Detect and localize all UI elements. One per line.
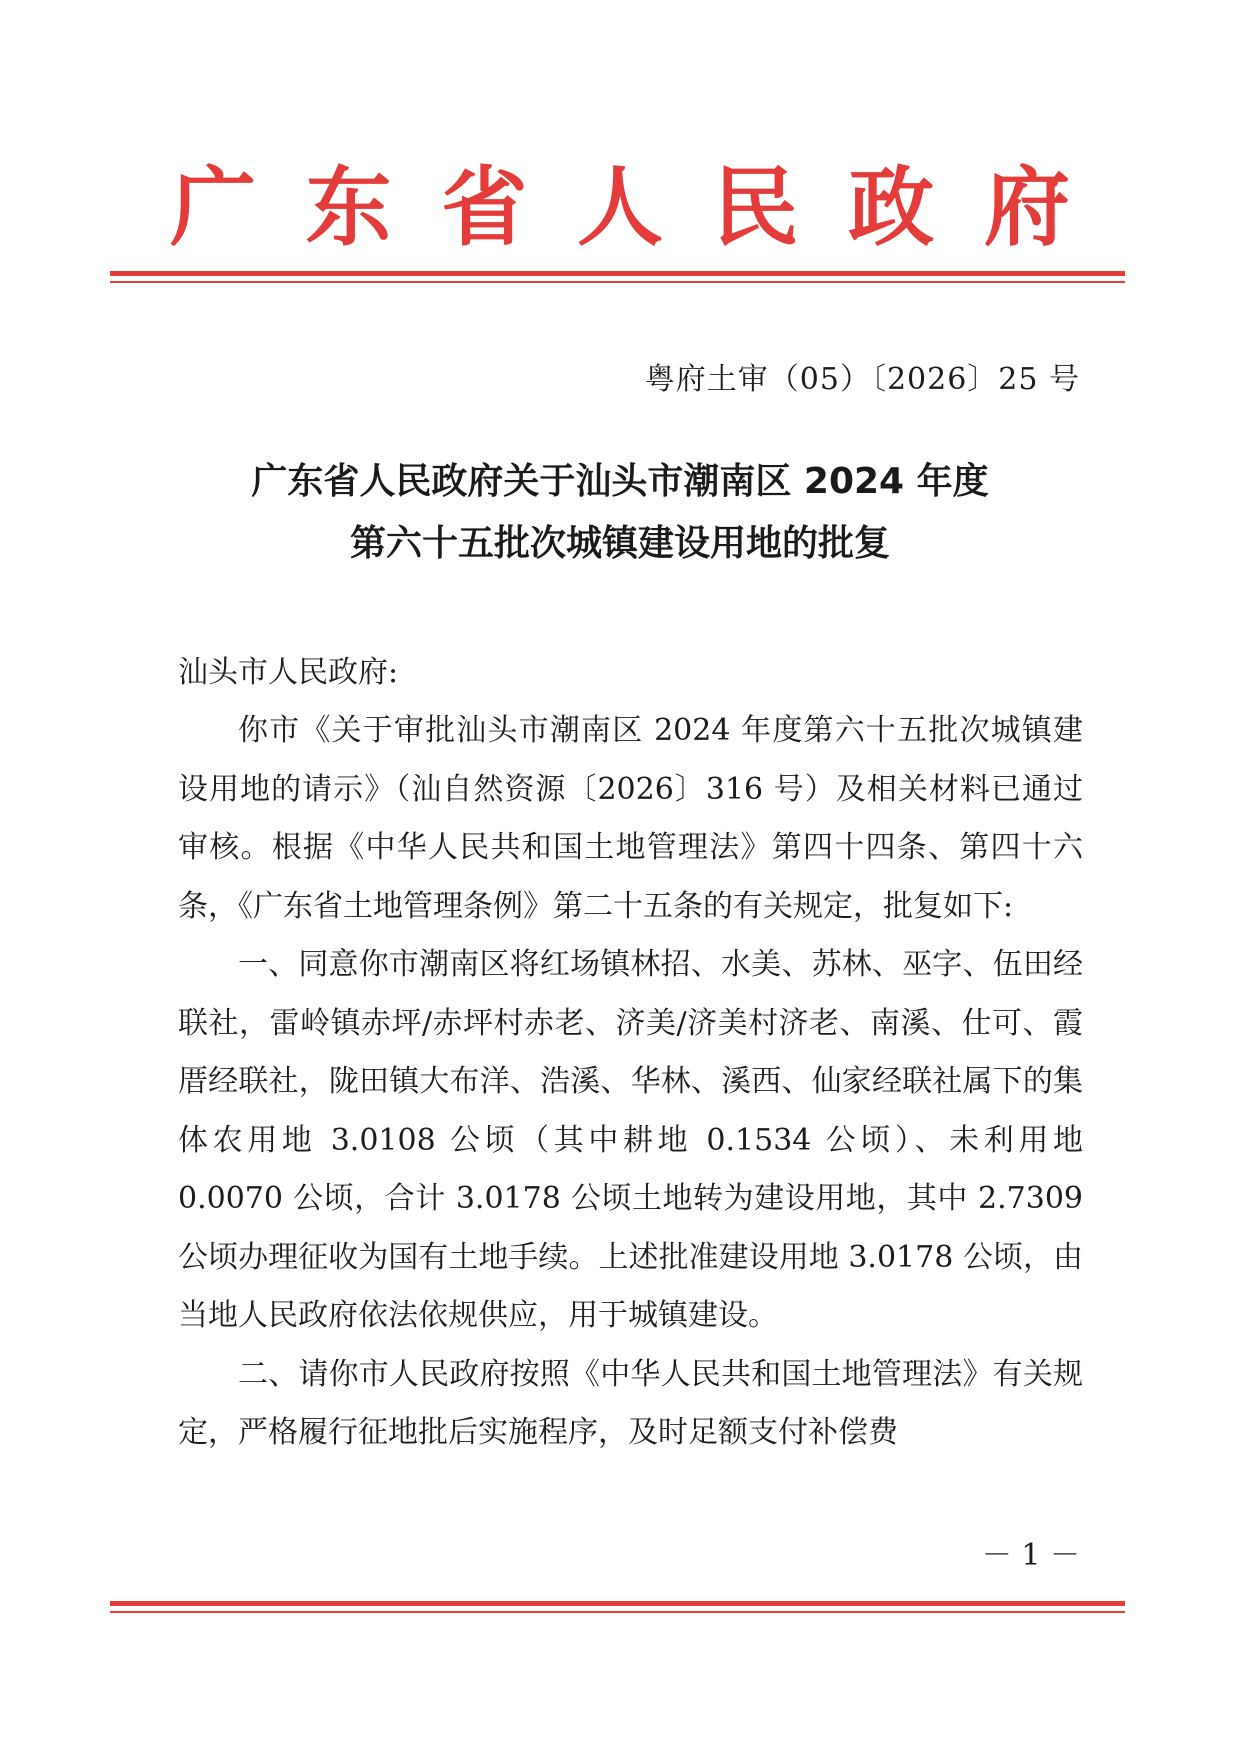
paragraph-2: 一、同意你市潮南区将红场镇林招、水美、苏林、巫字、伍田经联社，雷岭镇赤坪/赤坪村赤老、济美/济美村济老、南溪、仕可、霞厝经联社，陇田镇大布洋、浩溪、华林、溪西、仙家经联社属下的集体农用地 3.0108 公顷（其中耕地 0.1534 公顷）、未利用地 0.0070 公顷，合计 3.0178 公顷土地转为建设用地，其中 2.7309 公顷办理征收为国有土地手续。上述批准建设用地 3.0178 公顷，由当地人民政府依法依规供应，用于城镇建设。	[178, 947, 1083, 1333]
masthead-char: 广	[170, 157, 256, 258]
body-text	[178, 702, 1083, 1463]
masthead-rule-thin	[110, 281, 1125, 283]
document-number: 粤府土审（05）〔2026〕25 号	[644, 362, 1080, 397]
document-title-line-2: 第六十五批次城镇建设用地的批复	[349, 523, 890, 564]
paragraph-3: 二、请你市人民政府按照《中华人民共和国土地管理法》有关规定，严格履行征地批后实施程序，及时足额支付补偿费	[178, 1356, 1083, 1450]
footer-rule-thin	[110, 1611, 1125, 1613]
masthead-char: 东	[305, 157, 392, 258]
masthead-char: 府	[983, 157, 1070, 258]
masthead-char: 政	[848, 157, 935, 258]
masthead-rule-thick	[110, 271, 1125, 276]
masthead-char: 民	[712, 157, 799, 258]
page-number: － 1 －	[981, 1538, 1080, 1573]
masthead-char: 人	[576, 157, 663, 258]
masthead-char: 省	[441, 157, 528, 258]
paragraph-1: 你市《关于审批汕头市潮南区 2024 年度第六十五批次城镇建设用地的请示》（汕自然资源〔2026〕316 号）及相关材料已通过审核。根据《中华人民共和国土地管理法》第四十四条、第四十六条，《广东省土地管理条例》第二十五条的有关规定，批复如下:	[178, 713, 1083, 924]
salutation: 汕头市人民政府:	[178, 655, 399, 690]
masthead	[170, 158, 1070, 258]
footer-rule-thick	[110, 1601, 1125, 1606]
document-title-line-1: 广东省人民政府关于汕头市潮南区 2024 年度	[251, 461, 989, 502]
